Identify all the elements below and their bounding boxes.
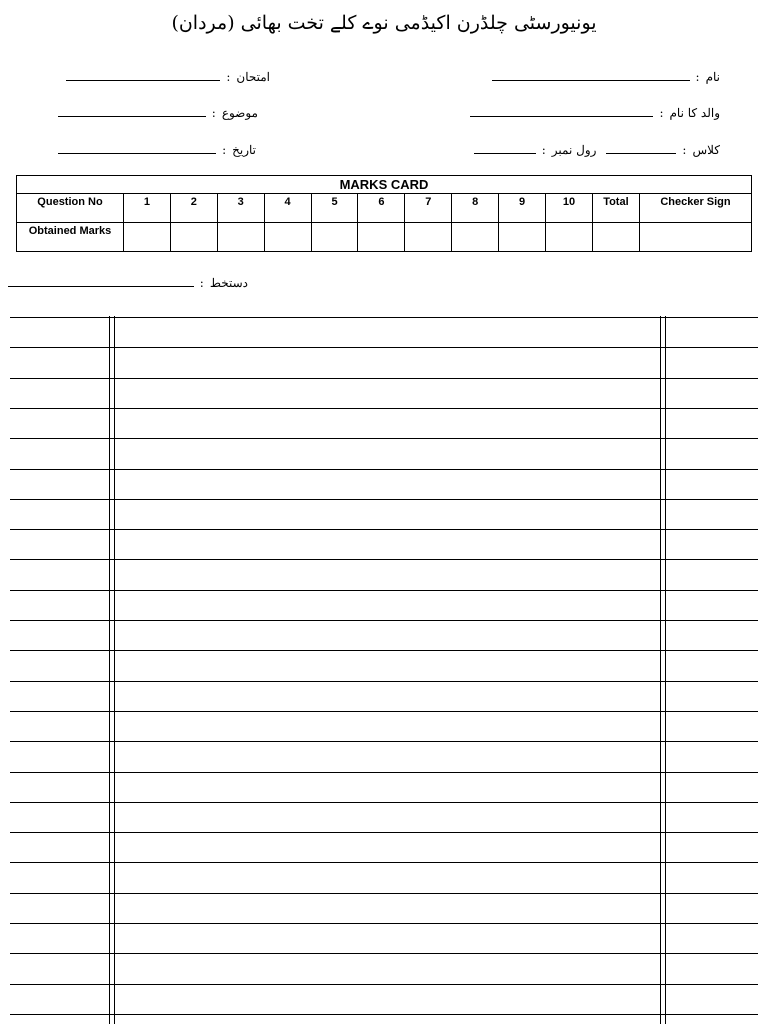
ruled-line bbox=[10, 590, 758, 591]
question-no-header: Question No bbox=[17, 194, 124, 223]
class-colon: : bbox=[682, 143, 687, 157]
column-header: Total bbox=[592, 194, 639, 223]
column-header: 8 bbox=[452, 194, 499, 223]
obtained-marks-header: Obtained Marks bbox=[17, 223, 124, 252]
marks-cell[interactable] bbox=[217, 223, 264, 252]
margin-line-right bbox=[660, 316, 661, 1024]
column-header: Checker Sign bbox=[639, 194, 751, 223]
exam-colon: : bbox=[226, 70, 231, 84]
ruled-line bbox=[10, 832, 758, 833]
subject-label: موضوع bbox=[221, 106, 258, 120]
marks-cell[interactable] bbox=[124, 223, 171, 252]
date-label: تاریخ bbox=[232, 143, 256, 157]
name-label: نام bbox=[705, 70, 720, 84]
ruled-line bbox=[10, 347, 758, 348]
exam-field[interactable] bbox=[66, 70, 270, 84]
column-header: 3 bbox=[217, 194, 264, 223]
checker-sign-cell[interactable] bbox=[639, 223, 751, 252]
signature-label: دستخط bbox=[209, 276, 248, 290]
date-line[interactable] bbox=[58, 152, 216, 154]
marks-cell[interactable] bbox=[546, 223, 593, 252]
total-cell[interactable] bbox=[592, 223, 639, 252]
ruled-line bbox=[10, 499, 758, 500]
question-no-row bbox=[17, 194, 752, 223]
father-name-field[interactable] bbox=[470, 106, 720, 120]
name-line[interactable] bbox=[492, 79, 690, 81]
column-header: 5 bbox=[311, 194, 358, 223]
ruled-line bbox=[10, 650, 758, 651]
subject-colon: : bbox=[211, 106, 216, 120]
marks-cell[interactable] bbox=[311, 223, 358, 252]
ruled-line bbox=[10, 893, 758, 894]
date-colon: : bbox=[222, 143, 227, 157]
ruled-line bbox=[10, 1014, 758, 1015]
ruled-line bbox=[10, 923, 758, 924]
subject-field[interactable] bbox=[58, 106, 258, 120]
ruled-line bbox=[10, 559, 758, 560]
father-name-label: والد کا نام bbox=[669, 106, 720, 120]
margin-line-left bbox=[109, 316, 110, 1024]
page-title: یونیورسٹی چلڈرن اکیڈمی نوے کلے تخت بھائی (مردان) bbox=[171, 12, 597, 34]
margin-line-left bbox=[114, 316, 115, 1024]
marks-cell[interactable] bbox=[499, 223, 546, 252]
ruled-line bbox=[10, 620, 758, 621]
marks-card-caption: MARKS CARD bbox=[17, 176, 752, 194]
marks-cell[interactable] bbox=[358, 223, 405, 252]
ruled-line bbox=[10, 984, 758, 985]
exam-label: امتحان bbox=[236, 70, 270, 84]
column-header: 10 bbox=[546, 194, 593, 223]
obtained-marks-row bbox=[17, 223, 752, 252]
ruled-line bbox=[10, 741, 758, 742]
answer-sheet[interactable] bbox=[10, 316, 758, 1024]
ruled-line bbox=[10, 529, 758, 530]
class-label: کلاس bbox=[692, 143, 720, 157]
roll-no-colon: : bbox=[541, 143, 546, 157]
column-header: 9 bbox=[499, 194, 546, 223]
ruled-line bbox=[10, 862, 758, 863]
column-header: 1 bbox=[124, 194, 171, 223]
marks-cell[interactable] bbox=[170, 223, 217, 252]
class-line[interactable] bbox=[606, 152, 676, 154]
ruled-line bbox=[10, 711, 758, 712]
signature-colon: : bbox=[199, 276, 204, 290]
ruled-line bbox=[10, 378, 758, 379]
ruled-line bbox=[10, 408, 758, 409]
ruled-line bbox=[10, 802, 758, 803]
name-field[interactable] bbox=[492, 70, 720, 84]
exam-line[interactable] bbox=[66, 79, 220, 81]
ruled-line bbox=[10, 953, 758, 954]
ruled-line bbox=[10, 681, 758, 682]
marks-cell[interactable] bbox=[264, 223, 311, 252]
father-name-colon: : bbox=[659, 106, 664, 120]
signature-line[interactable] bbox=[8, 285, 194, 287]
column-header: 7 bbox=[405, 194, 452, 223]
signature-field[interactable] bbox=[8, 276, 248, 290]
marks-card-table bbox=[16, 175, 752, 252]
ruled-line bbox=[10, 772, 758, 773]
ruled-line bbox=[10, 317, 758, 318]
column-header: 4 bbox=[264, 194, 311, 223]
column-header: 2 bbox=[170, 194, 217, 223]
margin-line-right bbox=[665, 316, 666, 1024]
date-field[interactable] bbox=[58, 143, 256, 157]
marks-cell[interactable] bbox=[452, 223, 499, 252]
marks-cell[interactable] bbox=[405, 223, 452, 252]
column-header: 6 bbox=[358, 194, 405, 223]
name-colon: : bbox=[695, 70, 700, 84]
roll-no-line[interactable] bbox=[474, 152, 536, 154]
subject-line[interactable] bbox=[58, 115, 206, 117]
ruled-line bbox=[10, 469, 758, 470]
class-field[interactable] bbox=[474, 143, 720, 157]
father-name-line[interactable] bbox=[470, 115, 653, 117]
roll-no-label: رول نمبر bbox=[551, 143, 597, 157]
ruled-line bbox=[10, 438, 758, 439]
